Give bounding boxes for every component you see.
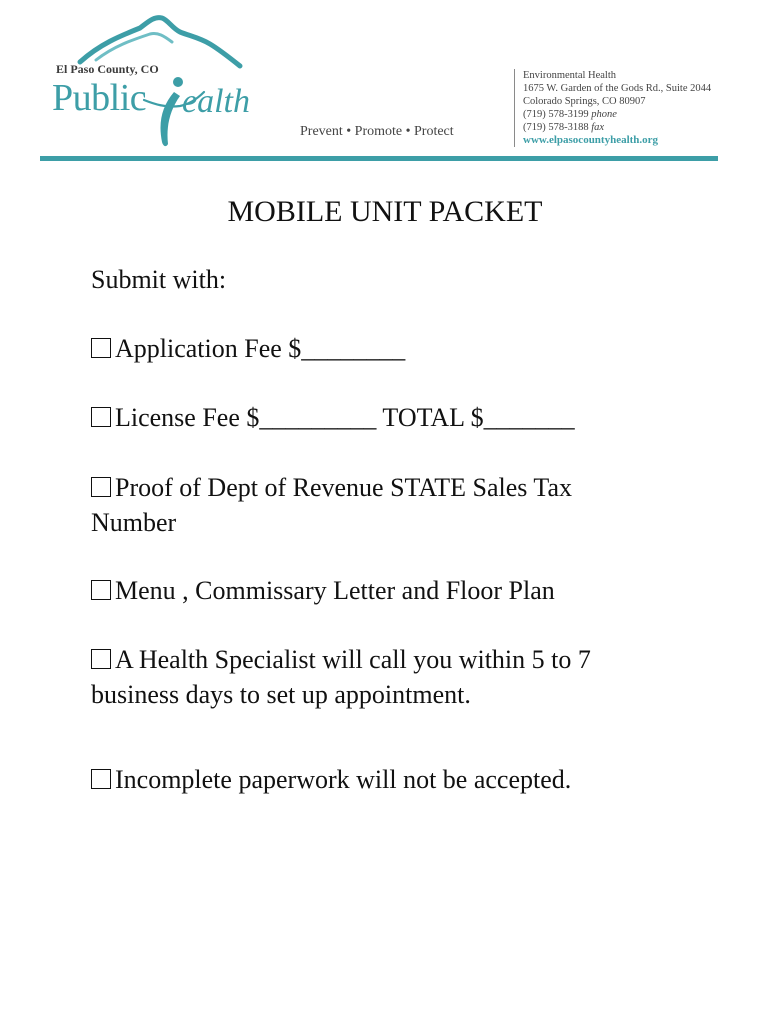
fax-suffix: fax — [591, 122, 605, 133]
checklist-item-text: Proof of Dept of Revenue STATE Sales Tax Number — [91, 473, 573, 537]
letterhead — [0, 0, 770, 165]
phone-number: (719) 578-3199 — [523, 109, 589, 120]
checklist-item-license-fee — [91, 400, 651, 435]
checklist-item-text: Menu , Commissary Letter and Floor Plan — [115, 576, 555, 605]
checkbox[interactable] — [91, 649, 111, 669]
address-block — [514, 69, 711, 147]
checklist-item-text: A Health Specialist will call you within 5 to 7 business days to set up appointment. — [91, 645, 591, 709]
county-label: El Paso County, CO — [56, 62, 159, 76]
logo-public-wordmark: Public — [52, 77, 147, 119]
checklist-item-menu — [91, 573, 651, 608]
header-divider — [40, 156, 718, 161]
fax-number: (719) 578-3188 — [523, 122, 589, 133]
checkbox[interactable] — [91, 477, 111, 497]
checklist-item-health-specialist — [91, 642, 651, 712]
page-title: MOBILE UNIT PACKET — [227, 195, 543, 228]
checklist-item-application-fee — [91, 331, 651, 366]
logo-health-wordmark: ealth — [182, 83, 250, 120]
checkbox[interactable] — [91, 580, 111, 600]
tagline: Prevent • Promote • Protect — [300, 124, 454, 139]
checkbox[interactable] — [91, 338, 111, 358]
checklist-item-text: Application Fee $________ — [115, 334, 406, 363]
department-name: Environmental Health — [523, 70, 617, 81]
website-link[interactable]: www.elpasocountyhealth.org — [523, 134, 659, 146]
checkbox[interactable] — [91, 407, 111, 427]
phone-suffix: phone — [591, 109, 617, 120]
checkbox[interactable] — [91, 769, 111, 789]
phone-line — [523, 108, 711, 121]
checklist-item-incomplete — [91, 762, 651, 797]
address-line-2: Colorado Springs, CO 80907 — [523, 96, 646, 107]
address-line-1: 1675 W. Garden of the Gods Rd., Suite 2044 — [523, 83, 712, 94]
checklist-item-text: Incomplete paperwork will not be accepted. — [115, 765, 572, 794]
fax-line — [523, 121, 711, 134]
checklist-item-sales-tax — [91, 470, 651, 540]
submit-label: Submit with: — [91, 265, 227, 294]
checklist-item-text: License Fee $_________ TOTAL $_______ — [115, 403, 575, 432]
